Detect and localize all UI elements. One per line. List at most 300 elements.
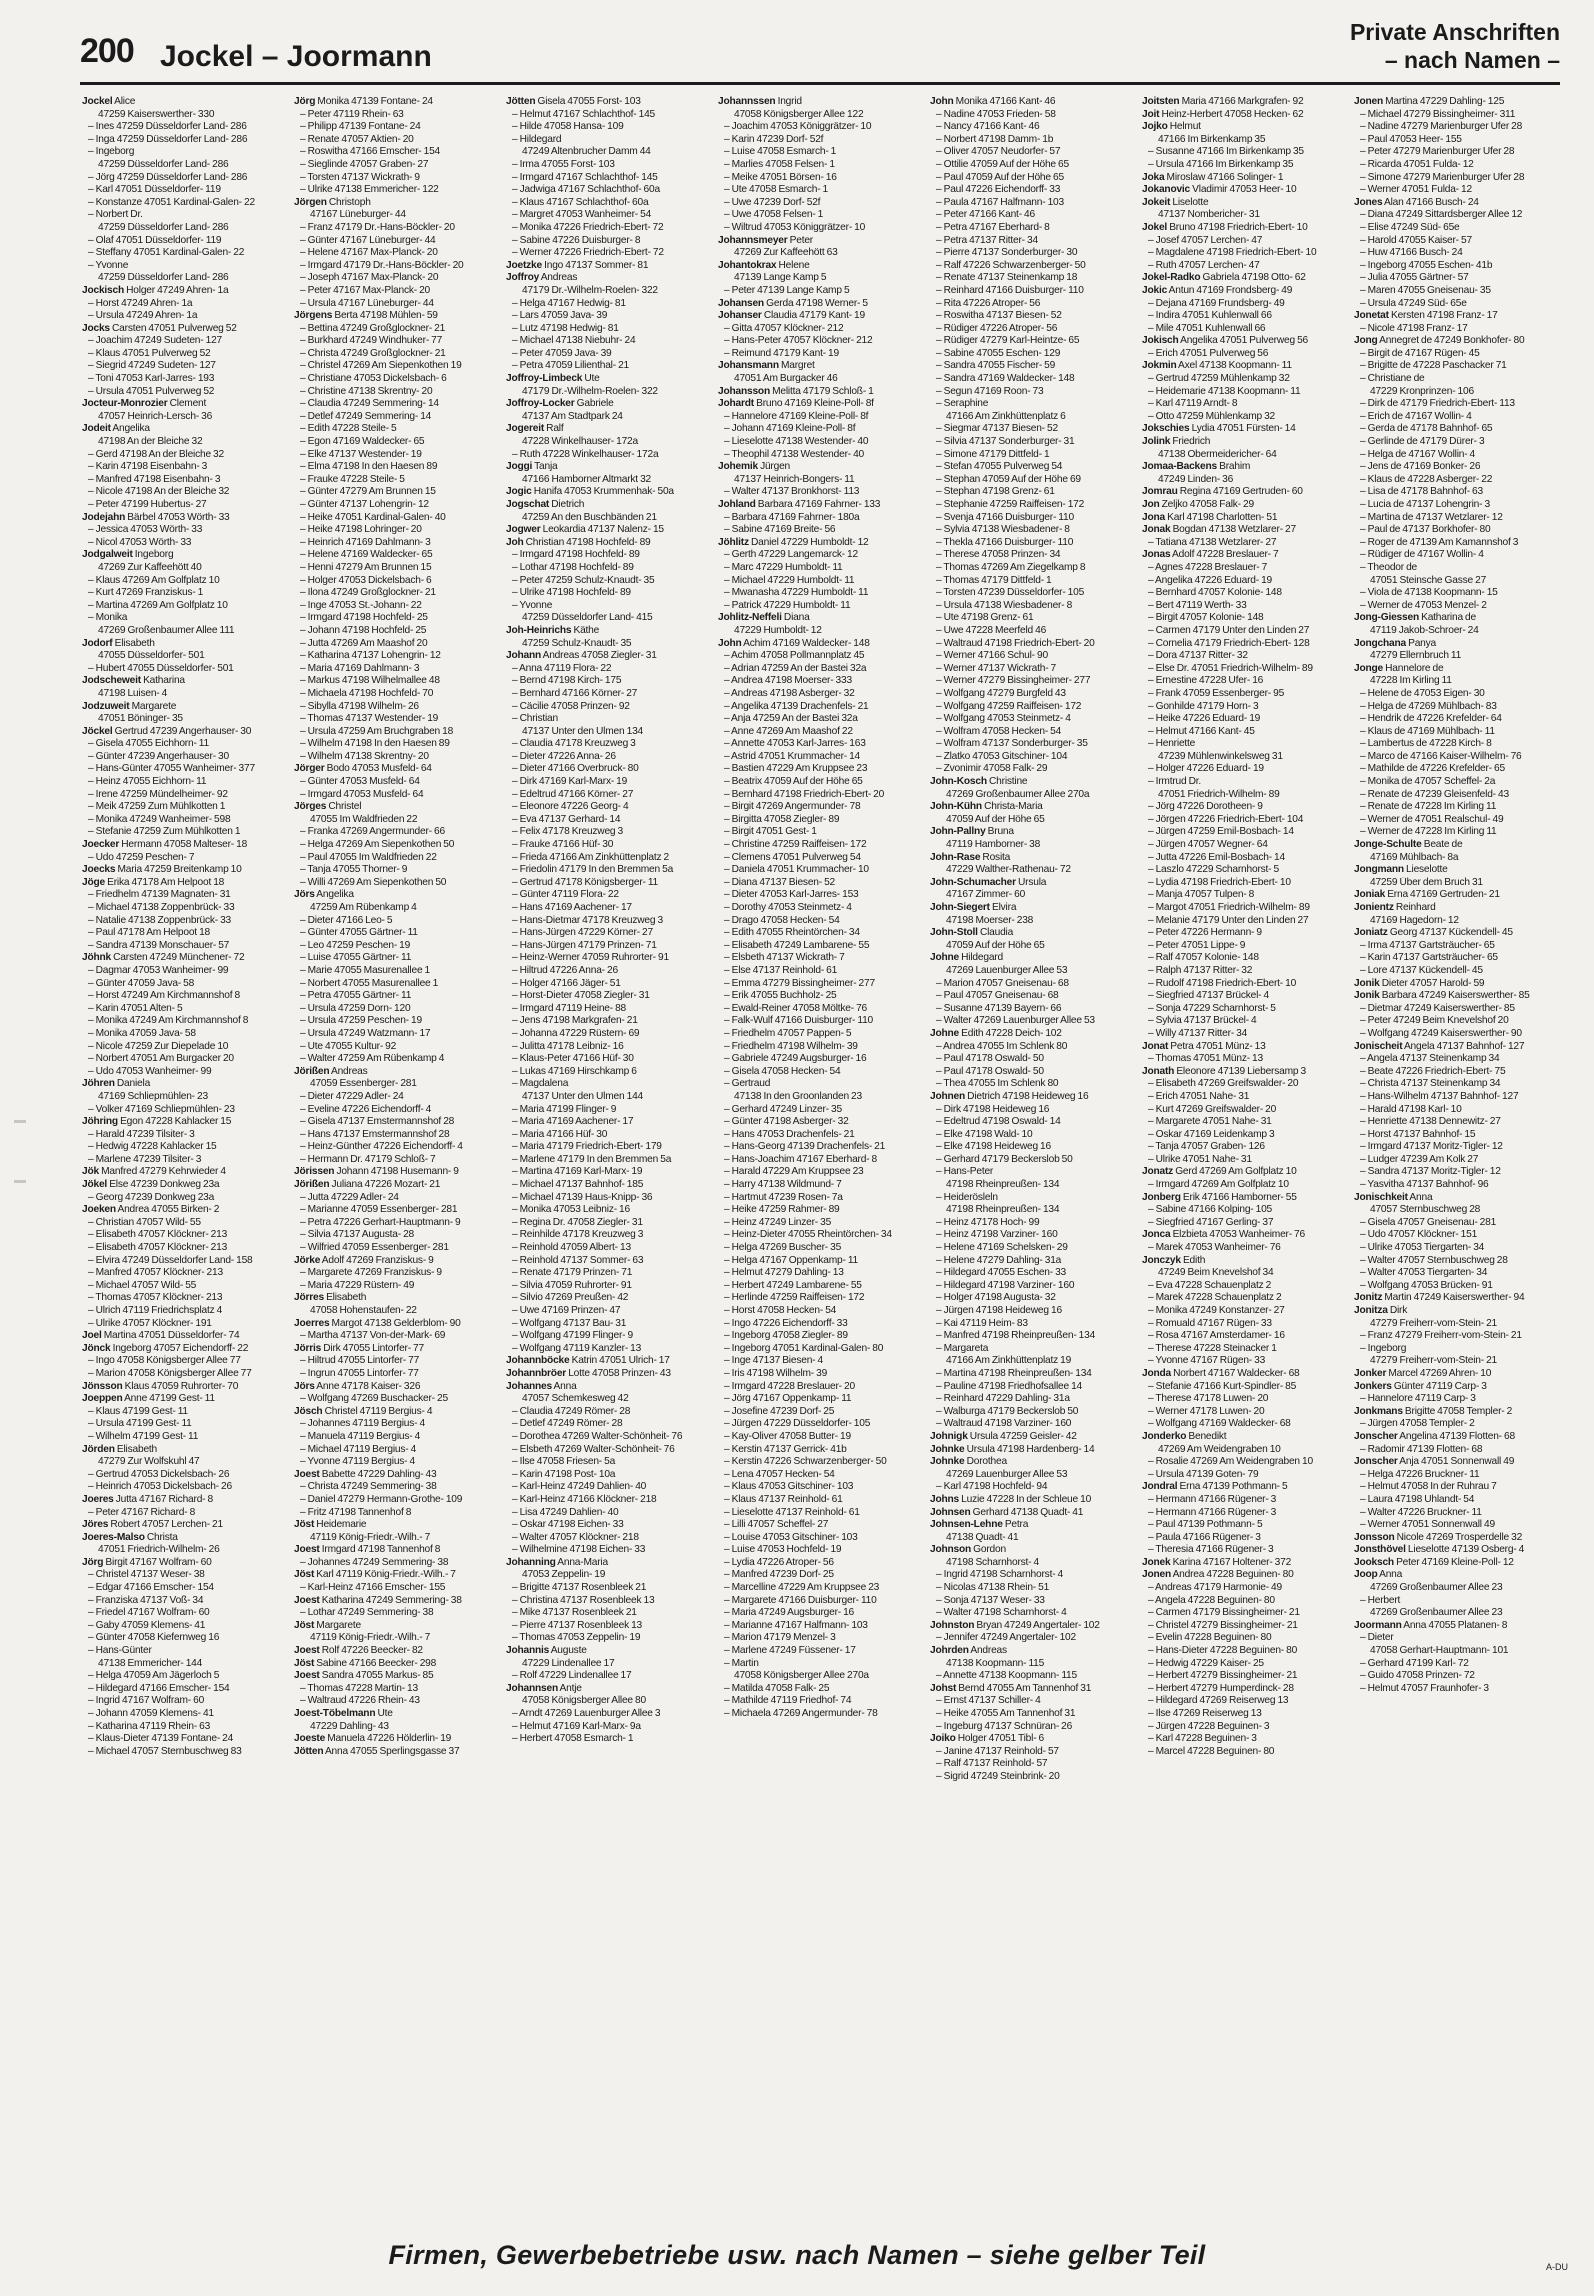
listing-entry: – Lambertus de 47228 Kirch- 8 — [1360, 738, 1492, 750]
listing-entry: – Jürgen 47259 Emil-Bosbach- 14 — [1148, 826, 1294, 838]
address-continuation: 47051 Steinsche Gasse 27 — [1370, 574, 1487, 586]
entry-details: Maria 47259 Breitenkamp 10 — [115, 864, 242, 876]
entry-details: Alice — [112, 96, 136, 107]
listing-entry: – Gertrud 47178 Königsberger- 11 — [512, 876, 659, 888]
listing-entry: – Birgit 47269 Angermunder- 78 — [724, 801, 861, 813]
listing-entry: – Ursula 47259 Peschen- 19 — [300, 1015, 422, 1027]
listing-entry: – Edith 47055 Rheintörchen- 34 — [724, 927, 860, 939]
listing-entry-head — [82, 285, 286, 298]
listing-entry: – Harald 47198 Karl- 10 — [1360, 1103, 1462, 1115]
surname: John-Siegert — [930, 902, 990, 913]
listing-entry: – Klaus-Peter 47166 Hüf- 30 — [512, 1053, 634, 1065]
listing-entry: – Dejana 47169 Frundsberg- 49 — [1148, 297, 1285, 309]
listing-entry: – Gisela 47058 Hecken- 54 — [724, 1065, 841, 1077]
surname: Johnen — [930, 1090, 966, 1102]
page-code: A-DU — [1546, 2262, 1568, 2272]
directory-column — [82, 96, 286, 2226]
entry-details: Panya — [1405, 637, 1437, 649]
listing-entry-head — [930, 1456, 1134, 1469]
listing-entry-head — [82, 398, 286, 411]
listing-entry: – Bernd 47198 Kirch- 175 — [512, 675, 622, 687]
listing-entry: – Karin 47137 Gartsträucher- 65 — [1360, 952, 1498, 964]
listing-entry: – Zvonimir 47058 Falk- 29 — [936, 763, 1048, 775]
listing-entry: – Rosa 47167 Amsterdamer- 16 — [1148, 1330, 1285, 1342]
listing-entry: – Gisela 47055 Eichhorn- 11 — [88, 738, 209, 750]
listing-entry-head — [1142, 1431, 1346, 1444]
entry-details: Melitta 47179 Schloß- 1 — [769, 385, 874, 397]
listing-entry: – Elisabeth 47057 Klöckner- 213 — [88, 1242, 228, 1254]
listing-entry-head — [1354, 990, 1558, 1003]
listing-entry: – Ursula 47259 Am Bruchgraben 18 — [300, 725, 454, 737]
surname: Joecker — [82, 839, 120, 851]
listing-entry: – Irmgard 47119 Heine- 88 — [512, 1002, 627, 1014]
listing-entry: – Dirk 47198 Heideweg 16 — [936, 1103, 1050, 1115]
listing-entry: – Kurt 47269 Greifswalder- 20 — [1148, 1103, 1277, 1115]
entry-details: Angelika — [110, 423, 150, 435]
address-continuation: 47279 Freiherr-vom-Stein- 21 — [1370, 1317, 1498, 1329]
listing-entry: – Paul 47057 Gneisenau- 68 — [936, 990, 1059, 1002]
entry-details: Anja 47051 Sonnenwall 49 — [1397, 1456, 1515, 1468]
listing-entry-head — [506, 1381, 710, 1394]
listing-entry: – Annette 47053 Karl-Jarres- 163 — [724, 738, 866, 750]
listing-entry: – Marion 47179 Menzel- 3 — [724, 1632, 836, 1644]
listing-entry: – Bernhard 47198 Friedrich-Ebert- 20 — [724, 788, 885, 800]
listing-entry: – Kay-Oliver 47058 Butter- 19 — [724, 1430, 851, 1442]
address-continuation: 47279 Zur Wolfskuhl 47 — [98, 1456, 200, 1468]
surname: Jöst — [294, 1519, 315, 1531]
listing-entry: – Hans-Günter 47055 Wanheimer- 377 — [88, 763, 255, 775]
listing-entry: – Renate 47179 Prinzen- 71 — [512, 1267, 633, 1279]
listing-entry: – Ursula 47167 Lüneburger- 44 — [300, 297, 434, 309]
listing-entry-head — [930, 852, 1134, 865]
entry-details: Georg 47137 Kückendell- 45 — [1387, 927, 1513, 939]
listing-entry-head — [294, 1544, 498, 1557]
listing-entry: – Werner 47051 Fulda- 12 — [1360, 184, 1472, 196]
listing-entry-head — [1354, 1305, 1558, 1318]
listing-entry: – Werner de 47051 Realschul- 49 — [1360, 813, 1504, 825]
listing-entry: – Yvonne — [88, 259, 129, 271]
listing-entry: – Luise 47058 Esmarch- 1 — [724, 146, 837, 158]
listing-entry: – Helga de 47167 Wollin- 4 — [1360, 448, 1476, 460]
listing-entry: – Karl 47228 Beguinen- 3 — [1148, 1733, 1257, 1745]
listing-entry: – Claudia 47249 Semmering- 14 — [300, 398, 439, 410]
listing-entry: – Iris 47198 Wilhelm- 39 — [724, 1367, 828, 1379]
directory-column — [718, 96, 922, 2226]
listing-entry: – Hans 47053 Drachenfels- 21 — [724, 1128, 855, 1140]
entry-details: Christel — [326, 801, 362, 813]
listing-entry: – Jennifer 47249 Angertaler- 102 — [936, 1632, 1076, 1644]
listing-entry: – Carmen 47179 Unter den Linden 27 — [1148, 624, 1310, 636]
listing-entry: – Katharina 47119 Rhein- 63 — [88, 1720, 211, 1732]
listing-entry-head — [1142, 1166, 1346, 1179]
listing-entry-head — [1354, 1292, 1558, 1305]
entry-details: Jürgen — [757, 461, 791, 473]
listing-entry: – Sandra 47169 Waldecker- 148 — [936, 373, 1075, 385]
listing-entry: – Günter 47059 Java- 58 — [88, 977, 195, 989]
listing-entry: – Beatrix 47059 Auf der Höhe 65 — [724, 776, 863, 788]
surname: Jörissen — [294, 1166, 335, 1178]
listing-entry: – Werner 47137 Wickrath- 7 — [936, 662, 1057, 674]
listing-entry: – Jessica 47053 Wörth- 33 — [88, 524, 203, 536]
listing-entry: – Lieselotte 47138 Westender- 40 — [724, 436, 869, 448]
entry-details: Robert 47057 Lerchen- 21 — [108, 1519, 223, 1531]
listing-entry: – Gerlinde de 47179 Dürer- 3 — [1360, 436, 1485, 448]
listing-entry: – Walter 47198 Scharnhorst- 4 — [936, 1607, 1067, 1619]
listing-entry: – Anne 47269 Am Maashof 22 — [724, 725, 853, 737]
listing-entry: – Michael 47229 Humboldt- 11 — [724, 574, 855, 586]
listing-entry: – Frank 47059 Essenberger- 95 — [1148, 687, 1285, 699]
listing-entry-head — [718, 298, 922, 311]
listing-entry: – Monika 47059 Java- 58 — [88, 1027, 196, 1039]
listing-entry-head — [1354, 1456, 1558, 1469]
surname: Jöge — [82, 876, 105, 888]
surname: Jondral — [1142, 1481, 1178, 1493]
entry-details: Bernd 47055 Am Tannenhof 31 — [956, 1682, 1092, 1694]
address-continuation: 47269 Lauenburger Allee 53 — [946, 964, 1068, 976]
listing-entry-head — [930, 952, 1134, 965]
listing-entry: – Michael 47138 Niebuhr- 24 — [512, 335, 636, 347]
listing-entry: – Helmut 47057 Fraunhofer- 3 — [1360, 1682, 1489, 1694]
listing-entry: – Ingo 47226 Eichendorff- 33 — [724, 1317, 848, 1329]
listing-entry: – Karl 47119 Arndt- 8 — [1148, 398, 1238, 410]
listing-entry: – Willi 47269 Am Siepenkothen 50 — [300, 876, 447, 888]
entry-details: Erika 47178 Am Helpoot 18 — [104, 876, 225, 888]
surname: Jogereit — [506, 423, 545, 435]
running-head: Jockel – Joormann — [160, 40, 432, 73]
listing-entry: – Holger 47198 Augusta- 32 — [936, 1292, 1056, 1304]
address-continuation: 47269 Lauenburger Allee 53 — [946, 1468, 1068, 1480]
address-continuation: 47259 Am Rübenkamp 4 — [310, 902, 417, 913]
entry-details: Barbara 47169 Fahrner- 133 — [755, 499, 881, 510]
listing-entry-head — [1354, 1431, 1558, 1444]
listing-entry-head — [1354, 663, 1558, 676]
entry-details: Regina 47169 Gertruden- 60 — [1177, 486, 1303, 498]
entry-details: Marcel 47269 Ahren- 10 — [1386, 1367, 1492, 1379]
listing-entry-head — [1142, 1481, 1346, 1494]
entry-details: Christian 47198 Hochfeld- 89 — [523, 536, 651, 548]
listing-entry: – Margret 47053 Wanheimer- 54 — [512, 209, 652, 221]
surname: John-Pallny — [930, 826, 986, 838]
listing-entry: – Ernst 47137 Schiller- 4 — [936, 1695, 1041, 1707]
listing-entry: – Jürgen 47058 Templer- 2 — [1360, 1418, 1475, 1430]
listing-entry: – Michael 47138 Zoppenbrück- 33 — [88, 902, 235, 913]
surname: Johansen — [718, 297, 764, 309]
surname: Johnston — [930, 1619, 975, 1631]
listing-entry: – Heike 47198 Lohringer- 20 — [300, 524, 422, 536]
listing-entry-head — [1142, 1066, 1346, 1079]
listing-entry: – Elke 47198 Heideweg 16 — [936, 1141, 1051, 1153]
listing-entry: – Martina 47169 Karl-Marx- 19 — [512, 1166, 643, 1178]
listing-entry: – Silvio 47269 Preußen- 42 — [512, 1292, 629, 1304]
entry-details: Ingeborg 47057 Eichendorff- 22 — [110, 1342, 249, 1354]
directory-column — [1354, 96, 1558, 2226]
listing-entry: – Birgitta 47058 Ziegler- 89 — [724, 813, 840, 825]
listing-entry: – Katharina 47137 Lohengrin- 12 — [300, 650, 441, 662]
listing-entry: – Wolfgang 47169 Waldecker- 68 — [1148, 1418, 1291, 1430]
listing-entry: – Gerda de 47178 Bahnhof- 65 — [1360, 423, 1493, 435]
listing-entry: – Wolfgang 47269 Buschacker- 25 — [300, 1393, 448, 1405]
listing-entry-head — [82, 638, 286, 651]
address-continuation: 47249 Linden- 36 — [1158, 473, 1234, 485]
surname: Jörger — [294, 763, 325, 775]
listing-entry-head — [82, 675, 286, 688]
listing-entry: – Uwe 47239 Dorf- 52f — [724, 196, 821, 208]
listing-entry: – Christine 47259 Raiffeisen- 172 — [724, 839, 867, 851]
listing-entry: – Diana 47249 Sittardsberger Allee 12 — [1360, 209, 1523, 221]
listing-entry: – Therese 47178 Luwen- 20 — [1148, 1393, 1269, 1405]
surname: Jonat — [1142, 1040, 1169, 1052]
listing-entry-head — [82, 1204, 286, 1217]
listing-entry: – Birgit 47051 Gest- 1 — [724, 826, 817, 838]
listing-entry: – Ernestine 47228 Ufer- 16 — [1148, 675, 1264, 687]
address-continuation: 47138 Obermeidericher- 64 — [1158, 448, 1277, 460]
listing-entry-head — [82, 512, 286, 525]
listing-entry: – Petra 47137 Ritter- 34 — [936, 234, 1038, 246]
listing-entry: – Paul de 47137 Borkhofer- 80 — [1360, 524, 1491, 536]
listing-entry: – Helga 47226 Bruckner- 11 — [1360, 1468, 1480, 1480]
surname: Jonientz — [1354, 902, 1394, 913]
listing-entry-head — [294, 1519, 498, 1532]
listing-entry: – Günter 47053 Musfeld- 64 — [300, 776, 420, 788]
listing-entry: – Luise 47055 Gärtner- 11 — [300, 952, 412, 964]
entry-details: Petra 47051 Münz- 13 — [1168, 1040, 1266, 1052]
entry-details: Ute — [375, 1708, 393, 1719]
listing-entry: – Torsten 47239 Düsseldorfer- 105 — [936, 587, 1085, 599]
listing-entry: – Eveline 47226 Eichendorff- 4 — [300, 1103, 432, 1115]
surname: Joerres — [294, 1317, 330, 1329]
listing-entry: – Eva 47137 Gerhard- 14 — [512, 813, 621, 825]
listing-entry: – Else Dr. 47051 Friedrich-Wilhelm- 89 — [1148, 662, 1313, 674]
entry-details: Andreas — [968, 1645, 1007, 1657]
entry-details: Elvira — [989, 902, 1017, 913]
listing-entry: – Hildegard — [512, 133, 562, 145]
listing-entry: – Hilde 47058 Hansa- 109 — [512, 121, 624, 133]
listing-entry-head — [1142, 360, 1346, 373]
entry-details: Bryan 47249 Angertaler- 102 — [974, 1619, 1100, 1631]
listing-entry: – Irma 47055 Forst- 103 — [512, 158, 615, 170]
listing-entry-head — [506, 461, 710, 474]
listing-entry: – Monika — [88, 612, 128, 624]
entry-details: Monika 47166 Kant- 46 — [953, 96, 1056, 107]
address-continuation: 47269 Großenbaumer Allee 23 — [1370, 1607, 1503, 1619]
listing-entry-head — [82, 1330, 286, 1343]
listing-entry: – Wolfgang 47199 Flinger- 9 — [512, 1330, 633, 1342]
listing-entry: – Marlene 47179 In den Bremmen 5a — [512, 1153, 672, 1165]
entry-details: Lydia 47051 Fürsten- 14 — [1189, 423, 1296, 435]
listing-entry: – Lilli 47057 Scheffel- 27 — [724, 1519, 829, 1531]
directory-column — [930, 96, 1134, 2226]
address-continuation: 47198 An der Bleiche 32 — [98, 436, 203, 448]
listing-entry: – Karl 47051 Düsseldorfer- 119 — [88, 184, 221, 196]
listing-entry-head — [1142, 96, 1346, 109]
listing-entry: – Tatiana 47138 Wetzlarer- 27 — [1148, 536, 1277, 548]
listing-entry: – Maria 47179 Friedrich-Ebert- 179 — [512, 1141, 662, 1153]
listing-entry: – Peter 47166 Kant- 46 — [936, 209, 1035, 221]
listing-entry: – Lena 47057 Hecken- 54 — [724, 1468, 835, 1480]
address-continuation: 47166 Am Zinkhüttenplatz 6 — [946, 410, 1066, 422]
listing-entry: – Ingeborg 47058 Ziegler- 89 — [724, 1330, 848, 1342]
listing-entry: – Pauline 47198 Friedhofsallee 14 — [936, 1380, 1083, 1392]
address-continuation: 47169 Hagedorn- 12 — [1370, 914, 1459, 926]
listing-entry: – Clemens 47051 Pulverweg 54 — [724, 851, 861, 863]
listing-entry: – Günter 47239 Angerhauser- 30 — [88, 750, 229, 762]
surname: Joeres — [82, 1493, 114, 1505]
listing-entry: – Heidemarie 47138 Koopmann- 11 — [1148, 385, 1301, 397]
surname: Jöckel — [82, 725, 113, 737]
listing-entry-head — [1142, 1041, 1346, 1054]
surname: Johnson — [930, 1544, 972, 1556]
surname: Joetzke — [506, 259, 542, 271]
listing-entry: – Joachim 47053 Königgrätzer- 10 — [724, 121, 872, 133]
address-continuation: 47179 Dr.-Wilhelm-Roelen- 322 — [522, 385, 658, 397]
listing-entry: – Hubert 47055 Düsseldorfer- 501 — [88, 662, 234, 674]
listing-entry-head — [82, 1557, 286, 1570]
entry-details: Klaus 47059 Ruhrorter- 70 — [122, 1380, 239, 1392]
entry-details: Beate de — [1421, 839, 1463, 851]
listing-entry: – Elsbeth 47137 Wickrath- 7 — [724, 952, 845, 964]
listing-entry: – Andreas 47179 Harmonie- 49 — [1148, 1582, 1282, 1594]
listing-entry: – Egon 47169 Waldecker- 65 — [300, 436, 425, 448]
address-continuation: 47051 Am Burgacker 46 — [734, 373, 838, 385]
entry-details: Angela 47137 Bahnhof- 127 — [1402, 1040, 1525, 1052]
surname: Jöres — [82, 1519, 109, 1531]
listing-entry: – Horst 47249 Am Kirchmannshof 8 — [88, 990, 240, 1002]
address-continuation: 47058 Gerhart-Hauptmann- 101 — [1370, 1645, 1509, 1657]
surname: Jonsson — [1354, 1531, 1395, 1543]
listing-entry: – Roger de 47139 Am Kamannshof 3 — [1360, 536, 1519, 548]
listing-entry: – Melanie 47179 Unter den Linden 27 — [1148, 914, 1309, 926]
listing-entry: – Margot 47051 Friedrich-Wilhelm- 89 — [1148, 902, 1310, 913]
surname: Jongmann — [1354, 864, 1404, 876]
listing-entry: – Barbara 47169 Fahrner- 180a — [724, 511, 860, 523]
listing-entry: – Tanja 47055 Thorner- 9 — [300, 864, 408, 876]
listing-entry: – Ralf 47226 Schwarzenberger- 50 — [936, 259, 1086, 271]
surname: Joest — [294, 1544, 320, 1556]
listing-entry: – Sabine 47166 Kolping- 105 — [1148, 1204, 1273, 1216]
listing-entry: – Paul 47178 Oswald- 50 — [936, 1053, 1044, 1065]
listing-entry: – Renate 47057 Aktien- 20 — [300, 133, 414, 145]
listing-entry: – Yvonne 47119 Bergius- 4 — [300, 1456, 415, 1468]
listing-entry: – Harry 47138 Wildmund- 7 — [724, 1179, 842, 1191]
entry-details: Peter — [787, 234, 813, 246]
listing-entry: – Sabine 47169 Breite- 56 — [724, 524, 836, 536]
listing-entry: – Daniela 47051 Krummacher- 10 — [724, 864, 869, 876]
listing-entry: – Elsbeth 47269 Walter-Schönheit- 76 — [512, 1443, 675, 1455]
listing-entry: – Walter 47226 Bruckner- 11 — [1360, 1506, 1482, 1518]
entry-details: Ingo 47137 Sommer- 81 — [541, 259, 649, 271]
listing-entry-head — [506, 499, 710, 512]
listing-entry: – Petra 47055 Gärtner- 11 — [300, 990, 412, 1002]
listing-entry: – Christina 47137 Rosenbleek 13 — [512, 1594, 655, 1606]
listing-entry: – Hildegard 47198 Varziner- 160 — [936, 1279, 1075, 1291]
listing-entry: – Monika 47249 Konstanzer- 27 — [1148, 1305, 1285, 1316]
entry-details: Miroslaw 47166 Solinger- 1 — [1164, 171, 1284, 183]
surname: Joel — [82, 1330, 102, 1342]
listing-entry-head — [930, 1091, 1134, 1104]
entry-details: Bodo 47053 Musfeld- 64 — [324, 763, 432, 775]
surname: Jonker — [1354, 1367, 1387, 1379]
listing-entry: – Zlatko 47053 Gitschiner- 104 — [936, 750, 1068, 762]
listing-entry: – Claudia 47178 Kreuzweg 3 — [512, 738, 636, 750]
listing-entry: – Karl-Heinz 47166 Klöckner- 218 — [512, 1493, 657, 1505]
listing-entry: – Leo 47259 Peschen- 19 — [300, 939, 411, 951]
listing-entry: – Gerd 47198 An der Bleiche 32 — [88, 448, 224, 460]
listing-entry-head — [294, 1670, 498, 1683]
surname: Jokic — [1142, 284, 1168, 296]
listing-entry: – Ingeburg 47137 Schnüran- 26 — [936, 1720, 1073, 1732]
listing-entry: – Joseph 47167 Max-Planck- 20 — [300, 272, 439, 284]
listing-entry: – Cornelia 47179 Friedrich-Ebert- 128 — [1148, 637, 1310, 649]
listing-entry-head — [1142, 184, 1346, 197]
surname: Joest — [294, 1670, 320, 1682]
address-continuation: 47057 Sternbuschweg 28 — [1370, 1204, 1481, 1216]
listing-entry: – Margareta — [936, 1342, 989, 1354]
listing-entry: – Lydia 47226 Atroper- 56 — [724, 1556, 834, 1568]
surname: Jon — [1142, 499, 1160, 510]
listing-entry: – Ruth 47228 Winkelhauser- 172a — [512, 448, 659, 460]
listing-entry: – Maria 47166 Hüf- 30 — [512, 1128, 608, 1140]
entry-details: Heinz-Herbert 47058 Hecken- 62 — [1159, 108, 1304, 120]
listing-entry: – Philipp 47139 Fontane- 24 — [300, 121, 421, 133]
entry-details: Irmgard 47198 Tannenhof 8 — [319, 1544, 441, 1556]
listing-entry: – Jörgen 47226 Friedrich-Ebert- 104 — [1148, 813, 1304, 825]
listing-entry: – Silvia 47059 Ruhrorter- 91 — [512, 1279, 632, 1291]
listing-entry: – Manfred 47057 Klöckner- 213 — [88, 1267, 223, 1279]
address-continuation: 47167 Zimmer- 60 — [946, 889, 1026, 901]
listing-entry: – Astrid 47051 Krummacher- 14 — [724, 750, 861, 762]
listing-entry: – Martha 47137 Von-der-Mark- 69 — [300, 1330, 446, 1342]
listing-entry: – Harald 47229 Am Kruppsee 23 — [724, 1166, 864, 1178]
listing-entry: – Peter 47226 Hermann- 9 — [1148, 927, 1262, 939]
entry-details: Anna-Maria — [555, 1556, 608, 1568]
listing-entry-head — [718, 96, 922, 109]
entry-details: Dirk 47055 Lintorfer- 77 — [321, 1342, 424, 1354]
entry-details: Andrea 47055 Birken- 2 — [115, 1204, 220, 1216]
entry-details: Gisela 47055 Forst- 103 — [535, 96, 641, 107]
listing-entry: – Friedolin 47179 In den Bremmen 5a — [512, 864, 674, 876]
listing-entry: – Klaus 47167 Schlachthof- 60a — [512, 196, 649, 208]
address-continuation: 47259 Düsseldorfer Land- 286 — [98, 221, 229, 233]
entry-details: Dietrich — [549, 499, 585, 510]
surname: Jonik — [1354, 977, 1380, 989]
listing-entry: – Dieter — [1360, 1632, 1394, 1644]
binding-mark — [14, 1180, 26, 1183]
address-continuation: 47058 Königsberger Allee 122 — [734, 108, 864, 120]
listing-entry: – Manfred 47198 Eisenbahn- 3 — [88, 473, 221, 485]
listing-entry: – Manja 47057 Tulpen- 8 — [1148, 889, 1255, 901]
surname: Jonsthövel — [1354, 1544, 1406, 1556]
entry-details: Else 47239 Donkweg 23a — [107, 1179, 220, 1191]
listing-entry: – Bernhard 47057 Kolonie- 148 — [1148, 587, 1282, 599]
surname: Jonetat — [1354, 310, 1389, 322]
listing-entry: – Lutz 47198 Hedwig- 81 — [512, 322, 619, 334]
listing-entry: – Christa 47249 Großglockner- 21 — [300, 347, 446, 359]
listing-entry: – Klaus 47053 Gitschiner- 103 — [724, 1481, 854, 1493]
listing-entry: – Detlef 47249 Römer- 28 — [512, 1418, 623, 1430]
listing-entry: – Therese 47058 Prinzen- 34 — [936, 549, 1061, 561]
surname: Jones — [1354, 196, 1383, 208]
entry-details: Gertrud 47239 Angerhauser- 30 — [112, 725, 252, 737]
listing-entry: – Ursula 47139 Goten- 79 — [1148, 1468, 1259, 1480]
surname: Jonek — [1142, 1556, 1171, 1568]
listing-entry: – Martina de 47137 Wetzlarer- 12 — [1360, 511, 1503, 523]
listing-entry: – Udo 47259 Peschen- 7 — [88, 851, 195, 863]
address-continuation: 47166 Im Birkenkamp 35 — [1158, 133, 1266, 145]
address-continuation: 47169 Mühlbach- 8a — [1370, 851, 1459, 863]
surname: Joeppen — [82, 1393, 123, 1405]
listing-entry: – Irene 47259 Mündelheimer- 92 — [88, 788, 228, 800]
listing-entry: – Oliver 47057 Neudorfer- 57 — [936, 146, 1061, 158]
